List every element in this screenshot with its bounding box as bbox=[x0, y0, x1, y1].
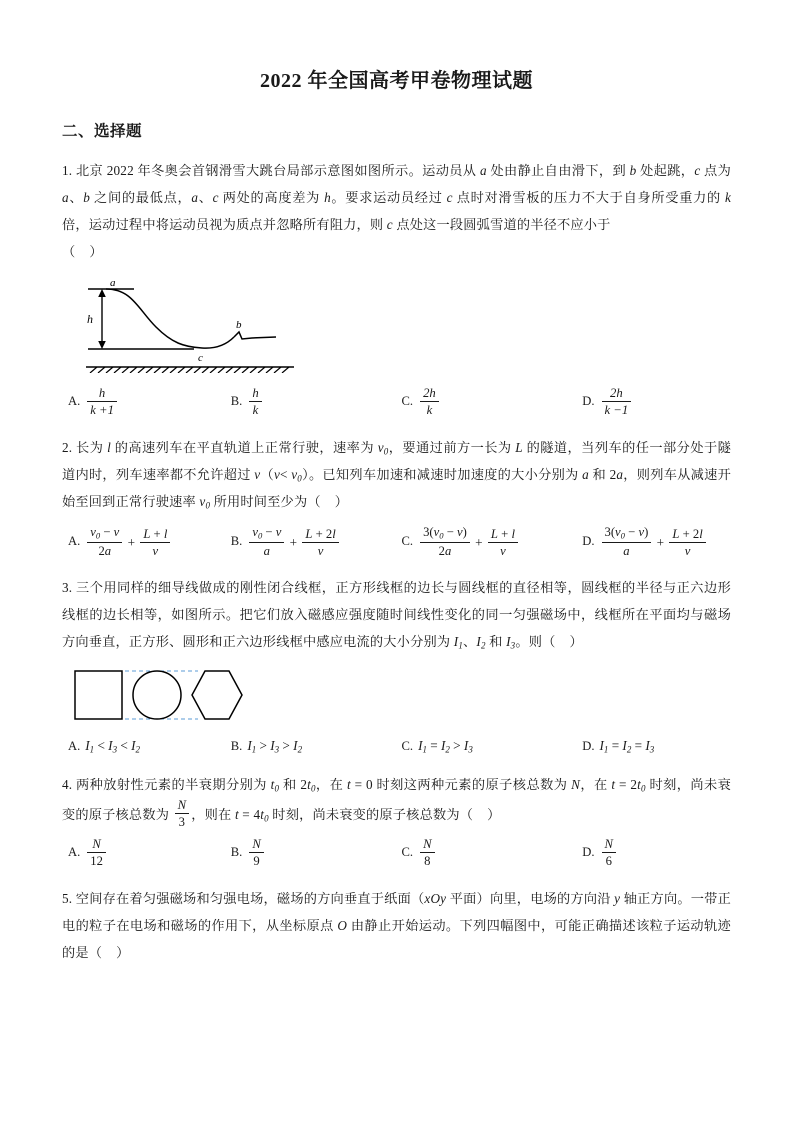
hexagon-coil-shape bbox=[192, 671, 242, 719]
option-4-D-value: $\frac{N}{6}$ bbox=[600, 837, 618, 868]
question-2 bbox=[62, 434, 731, 558]
ground-hatching bbox=[90, 367, 289, 373]
option-1-D-value: $\frac{2h}{k -1}$ bbox=[600, 386, 634, 417]
option-3-C[interactable] bbox=[380, 738, 551, 755]
option-2-C[interactable] bbox=[380, 525, 551, 558]
option-4-C-value: $\frac{N}{8}$ bbox=[418, 837, 436, 868]
question-1 bbox=[62, 157, 731, 418]
coil-shapes-svg bbox=[70, 663, 250, 725]
option-3-C-label: C. bbox=[401, 738, 414, 753]
option-2-B[interactable] bbox=[217, 525, 380, 558]
label-h: h bbox=[87, 312, 93, 327]
question-2-options bbox=[62, 525, 731, 558]
option-4-B[interactable] bbox=[217, 837, 380, 868]
option-1-C-label: C. bbox=[401, 394, 414, 409]
option-4-B-label: B. bbox=[230, 845, 243, 860]
question-4 bbox=[62, 771, 731, 869]
option-1-A-label: A. bbox=[68, 394, 81, 409]
question-1-text bbox=[62, 157, 731, 265]
option-4-B-value: $\frac{N}{9}$ bbox=[247, 837, 265, 868]
section-heading: 二、选择题 bbox=[62, 123, 143, 140]
option-1-D-label: D. bbox=[582, 394, 595, 409]
option-2-C-label: C. bbox=[401, 533, 414, 548]
question-5 bbox=[62, 885, 731, 966]
option-1-C[interactable] bbox=[380, 386, 551, 417]
question-3-text: 3. 三个用同样的细导线做成的刚性闭合线框，正方形线框的边长与圆线框的直径相等，圆线框的半径与正六边形线框的边长相等，如图所示。把它们放入磁感应强度随时间线性变化的同一匀强磁场中，线框所在平面均与磁场方向垂直，正方形、圆形和正六边形线框中感应电流的大小分别为 $I_1$、$I_2$ 和 $I_3$。则（ ） bbox=[62, 580, 731, 651]
circle-coil-shape bbox=[133, 671, 181, 719]
option-2-A[interactable] bbox=[62, 525, 217, 558]
question-3-options bbox=[62, 738, 731, 755]
label-b: b bbox=[236, 319, 242, 332]
ramp-curve bbox=[106, 289, 234, 348]
option-1-B-label: B. bbox=[230, 394, 243, 409]
square-coil-shape bbox=[75, 671, 122, 719]
height-arrow-head-up bbox=[98, 289, 106, 297]
label-c: c bbox=[198, 352, 203, 365]
option-1-B-value: $\frac{h}{k}$ bbox=[247, 386, 263, 417]
question-2-text: 2. 长为 l 的高速列车在平直轨道上正常行驶，速率为 $v_0$，要通过前方一长为 L 的隧道，当列车的任一部分处于隧道内时，列车速率都不允许超过 $v(v< v_0)$。已知列车加速和减速时加速度的大小分别为 a 和 2a，则列车从减速开始至回到正常行驶速率 $v_0$ 所用时间至少为（ ） bbox=[62, 439, 732, 511]
q1-line-1: 1. 北京 2022 年冬奥会首钢滑雪大跳台局部示意图如图所示。运动员从 a 处由静止自由滑下，到 b 处起跳，c 点为 a、b 之间的最低点，a、c 两处的高度差为 h。要求运动员经过 c 点时对滑雪板的压力不大于自身所受重力的 k 倍，运动过程中将运动员视为质点并忽略所有阻力，则 c 点处这一段圆弧雪道的半径不应小于 bbox=[62, 163, 731, 233]
option-3-D-label: D. bbox=[582, 738, 595, 753]
option-4-C[interactable] bbox=[380, 837, 551, 868]
option-2-A-value: $\frac{v_0 - v}{2a}$ + $\frac{L + l}{v}$ bbox=[85, 525, 172, 558]
option-3-D[interactable] bbox=[550, 738, 731, 755]
ski-jump-ramp-figure bbox=[76, 275, 731, 378]
ski-jump-ramp-svg bbox=[76, 275, 336, 373]
option-2-B-value: $\frac{v_0 - v}{a}$ + $\frac{L + 2l}{v}$ bbox=[247, 525, 340, 558]
option-4-A[interactable] bbox=[62, 837, 217, 868]
option-3-B[interactable] bbox=[217, 738, 380, 755]
question-5-text: 5. 空间存在着匀强磁场和匀强电场，磁场的方向垂直于纸面（xOy 平面）向里，电场的方向沿 y 轴正方向。一带正电的粒子在电场和磁场的作用下，从坐标原点 O 由静止开始运动。下列四幅图中，可能正确描述该粒子运动轨迹的是（ ） bbox=[62, 890, 731, 960]
option-1-A[interactable] bbox=[62, 386, 217, 417]
height-arrow-head-down bbox=[98, 341, 106, 349]
option-1-C-value: $\frac{2h}{k}$ bbox=[418, 386, 441, 417]
question-4-text: 4. 两种放射性元素的半衰期分别为 $t_0$ 和 $2t_0$，在 t = 0 时刻这两种元素的原子核总数为 N，在 $t = 2t_0$ 时刻，尚未衰变的原子核总数为 $\frac{N}{3}$ ，则在 $t = 4t_0$ 时刻，尚未衰变的原子核总数为（ ） bbox=[62, 776, 732, 829]
question-1-options bbox=[62, 386, 731, 417]
coil-shapes-figure bbox=[70, 663, 731, 730]
option-3-D-value: $I_1 = I_2 = I_3$ bbox=[599, 738, 655, 755]
option-4-A-label: A. bbox=[68, 845, 81, 860]
option-3-B-label: B. bbox=[230, 738, 243, 753]
q1-blank-bracket: （ ） bbox=[62, 244, 103, 260]
option-4-D-label: D. bbox=[582, 845, 595, 860]
option-1-D[interactable] bbox=[550, 386, 731, 417]
option-2-C-value: $\frac{3(v_0 - v)}{2a}$ + $\frac{L + l}{v}$ bbox=[418, 525, 520, 558]
option-1-A-value: $\frac{h}{k +1}$ bbox=[85, 386, 119, 417]
question-4-options bbox=[62, 837, 731, 868]
jump-kicker bbox=[234, 332, 276, 339]
option-3-A-label: A. bbox=[68, 738, 81, 753]
option-3-A[interactable] bbox=[62, 738, 217, 755]
option-2-D[interactable] bbox=[550, 525, 731, 558]
option-3-A-value: $I_1 < I_3 < I_2$ bbox=[85, 738, 140, 755]
option-3-B-value: $I_1 > I_3 > I_2$ bbox=[247, 738, 303, 755]
option-1-B[interactable] bbox=[217, 386, 380, 417]
option-4-A-value: $\frac{N}{12}$ bbox=[85, 837, 108, 868]
label-a: a bbox=[110, 277, 116, 290]
option-2-B-label: B. bbox=[230, 533, 243, 548]
option-4-D[interactable] bbox=[550, 837, 731, 868]
page-title: 2022 年全国高考甲卷物理试题 bbox=[260, 70, 533, 92]
option-2-D-value: $\frac{3(v_0 - v)}{a}$ + $\frac{L + 2l}{v}$ bbox=[600, 525, 708, 558]
option-3-C-value: $I_1 = I_2 > I_3$ bbox=[418, 738, 473, 755]
option-2-A-label: A. bbox=[68, 533, 81, 548]
option-4-C-label: C. bbox=[401, 845, 414, 860]
question-3 bbox=[62, 574, 731, 755]
option-2-D-label: D. bbox=[582, 533, 595, 548]
